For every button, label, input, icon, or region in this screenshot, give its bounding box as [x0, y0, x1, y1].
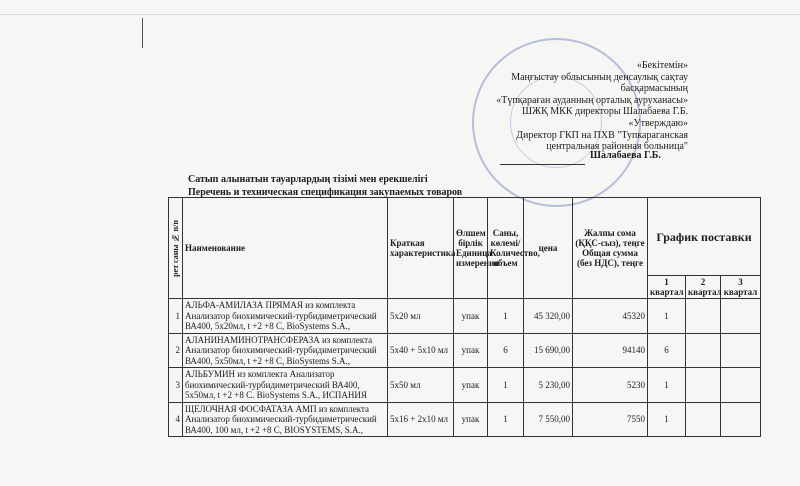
- header-unit: Өлшем бірлік Единица измерения: [454, 198, 488, 299]
- cell-num: 2: [169, 333, 183, 368]
- approval-block-ru: [516, 118, 688, 153]
- cell-sum: 5230: [573, 368, 648, 403]
- table-row: [169, 333, 761, 368]
- cell-qty: 1: [488, 402, 524, 437]
- cell-name: АЛЬФА-АМИЛАЗА ПРЯМАЯ из комплекта Анализатор биохимический-турбидиметрический ВА400, 5х20мл, t +2 +8 С, BioSystems S.A.,: [183, 299, 388, 334]
- signature-line: [500, 164, 585, 165]
- cell-q1: 1: [648, 299, 686, 334]
- cell-qty: 1: [488, 299, 524, 334]
- cell-num: 3: [169, 368, 183, 403]
- header-char: Краткая характеристика: [388, 198, 454, 299]
- header-row: [169, 198, 761, 276]
- cell-q3: [721, 299, 761, 334]
- cell-name: АЛЬБУМИН из комплекта Анализатор биохимический-турбидиметрический ВА400, 5х50мл, t +2 +8 С. BioSystems S.A., ИСПАНИЯ: [183, 368, 388, 403]
- approval-kz-line: ШЖҚ МКК директоры Шалабаева Г.Б.: [522, 106, 688, 117]
- title-kz: Сатып алынатын тауарлардың тізімі мен ерекшелігі: [188, 174, 428, 185]
- cell-price: 45 320,00: [524, 299, 573, 334]
- cell-unit: упак: [454, 402, 488, 437]
- cell-q1: 1: [648, 368, 686, 403]
- header-qty: Саны, көлемі/ Количество, объем: [488, 198, 524, 299]
- approval-kz-line: «Түпқараған ауданның орталық ауруханасы»: [496, 94, 688, 106]
- approval-ru-line: Директор ГКП на ПХВ "Тупкараганская: [516, 129, 688, 141]
- header-num: рет саны № п/п: [169, 198, 183, 299]
- margin-line: [142, 18, 143, 48]
- table-row: [169, 368, 761, 403]
- approval-kz-line: Маңғыстау облысының денсаулық сақтау: [511, 71, 688, 83]
- cell-char: 5х40 + 5х10 мл: [388, 333, 454, 368]
- header-q3: 3 квартал: [721, 276, 761, 299]
- cell-char: 5х50 мл: [388, 368, 454, 403]
- cell-price: 7 550,00: [524, 402, 573, 437]
- cell-char: 5х20 мл: [388, 299, 454, 334]
- header-sum: Жалпы сома (ҚҚС-сыз), теңге Общая сумма (без НДС), теңге: [573, 198, 648, 299]
- header-q2: 2 квартал: [686, 276, 721, 299]
- cell-unit: упак: [454, 368, 488, 403]
- header-price: цена: [524, 198, 573, 299]
- cell-num: 1: [169, 299, 183, 334]
- title-ru: Перечень и техническая спецификация закупаемых товаров: [188, 187, 463, 198]
- cell-q2: [686, 368, 721, 403]
- cell-q2: [686, 299, 721, 334]
- cell-q1: 6: [648, 333, 686, 368]
- cell-name: АЛАНИНАМИНОТРАНСФЕРАЗА из комплекта Анализатор биохимический-турбидиметрический ВА400, 5х50мл, t +2 +8 С, BioSystems S.A.,: [183, 333, 388, 368]
- cell-unit: упак: [454, 299, 488, 334]
- header-name: Наименование: [183, 198, 388, 299]
- cell-q2: [686, 333, 721, 368]
- specification-table: [168, 197, 761, 437]
- approval-kz-line: басқармасының: [620, 83, 688, 94]
- header-schedule: График поставки: [648, 198, 761, 276]
- cell-q3: [721, 368, 761, 403]
- cell-q2: [686, 402, 721, 437]
- cell-qty: 1: [488, 368, 524, 403]
- cell-char: 5х16 + 2х10 мл: [388, 402, 454, 437]
- header-q1: 1 квартал: [648, 276, 686, 299]
- cell-sum: 45320: [573, 299, 648, 334]
- approval-ru-line: «Утверждаю»: [628, 118, 688, 129]
- cell-name: ЩЕЛОЧНАЯ ФОСФАТАЗА АМП из комплекта Анализатор биохимический-турбидиметрический ВА400, 100 мл, t +2 +8 С, BIOSYSTEMS, S.A.,: [183, 402, 388, 437]
- cell-qty: 6: [488, 333, 524, 368]
- cell-price: 15 690,00: [524, 333, 573, 368]
- document-titles: [188, 173, 462, 199]
- scan-edge: [0, 14, 800, 15]
- signature-name: Шалабаева Г.Б.: [590, 150, 661, 161]
- cell-q3: [721, 402, 761, 437]
- table-row: [169, 402, 761, 437]
- approval-ru-line: центральная районная больница": [546, 141, 688, 152]
- cell-price: 5 230,00: [524, 368, 573, 403]
- cell-num: 4: [169, 402, 183, 437]
- cell-unit: упак: [454, 333, 488, 368]
- approval-kz-line: «Бекітемін»: [636, 60, 688, 71]
- approval-block-kz: [496, 60, 688, 118]
- cell-sum: 94140: [573, 333, 648, 368]
- table-row: [169, 299, 761, 334]
- cell-q1: 1: [648, 402, 686, 437]
- cell-q3: [721, 333, 761, 368]
- cell-sum: 7550: [573, 402, 648, 437]
